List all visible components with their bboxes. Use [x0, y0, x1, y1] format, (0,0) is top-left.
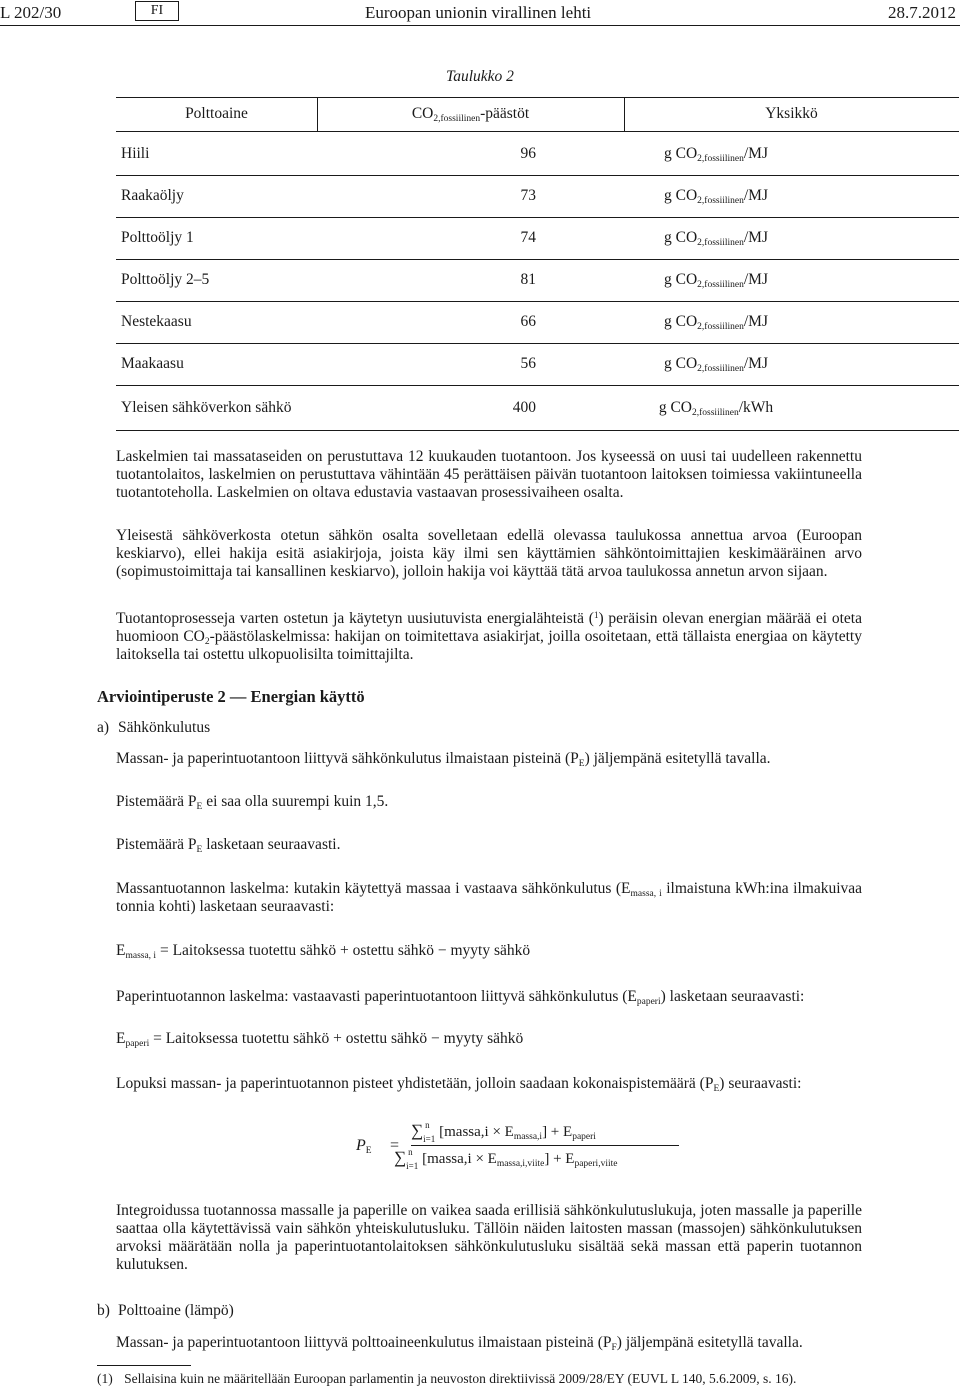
fuel-name: Polttoöljy 2–5	[121, 271, 210, 288]
emission-value: 73	[520, 187, 536, 204]
equation-massa: $E_{massa, i}$ = Laitoksessa tuotettu sähkö + ostettu sähkö − myyty sähkö	[116, 942, 531, 961]
fraction-bar	[411, 1145, 679, 1146]
footnote-rule	[97, 1365, 191, 1366]
table-header-rule	[116, 131, 959, 132]
table-row	[116, 301, 959, 341]
footnote-text: Sellaisina kuin ne määritellään Euroopan parlamentin ja neuvoston direktiivissä 2009/28/EY (EUVL L 140, 5.6.2009, s. 16).	[124, 1371, 797, 1386]
fuel-name: Raakaöljy	[121, 187, 184, 204]
paragraph: Pistemäärä $P_E$ ei saa olla suurempi kuin 1,5.	[116, 793, 389, 812]
paragraph: Massantuotannon laskelma: kutakin käytettyä massaa i vastaava sähkönkulutus ($E_{massa, i}$ ilmaistuna kWh:ina ilmakuivaa tonnia kohti) lasketaan seuraavasti:	[116, 880, 863, 915]
language-code-box: FI	[135, 1, 179, 21]
formula-denominator: ∑ n i=1 [massa,i × $E_{massa,i,viite}] + E_{paperi,viite}$	[394, 1147, 618, 1171]
emission-value: 66	[520, 313, 536, 330]
paragraph: Tuotantoprosesseja varten ostetun ja käytetyn uusiutuvista energialähteistä ($^1$) peräisin olevan energian määrää ei oteta huomioon $CO_2$-päästölaskelmissa: hakijan on toimitettava asiakirjat, joilla osoitetaan, että tällaista energiaa on käytetty laitoksella tai ostettu ulkopuolisilta toimittajilta.	[116, 610, 862, 663]
emission-unit: g $CO_{2,fossiilinen}/MJ$	[663, 229, 768, 248]
table-row	[116, 343, 959, 383]
fuel-name: Maakaasu	[121, 355, 184, 372]
emission-value: 56	[520, 355, 536, 372]
footnote-marker: (1)	[97, 1371, 113, 1386]
item-label-a: a)	[97, 719, 110, 736]
table-bottom-rule	[116, 430, 959, 431]
table-row	[116, 133, 959, 173]
paragraph: Lopuksi massan- ja paperintuotannon pisteet yhdistetään, jolloin saadaan kokonaispistemäärä $(P_E)$ seuraavasti:	[116, 1075, 802, 1094]
formula-lhs: $P_E$	[356, 1137, 372, 1156]
formula-equals: =	[390, 1137, 400, 1154]
footnote-ref[interactable]: 1	[593, 610, 599, 620]
fuel-name: Polttoöljy 1	[121, 229, 194, 246]
paragraph: Integroidussa tuotannossa massalle ja paperille on vaikea saada erillisiä sähkönkulutuslukuja, joten massalle ja paperille saattaa olla käytettävissä vain sähkön yhteiskulutusluku. Tällöin näiden laitosten massan (massojen) sähkönkulutuksen arvoksi määrätään nolla ja paperintuotantolaitoksen sähkönkulutusluku sisältää sekä massan että paperin tuotannon kulutuksen.	[116, 1202, 862, 1273]
publication-date: 28.7.2012	[888, 3, 956, 22]
paragraph: Paperintuotannon laskelma: vastaavasti paperintuotantoon liittyvä sähkönkulutus $(E_{paperi})$ lasketaan seuraavasti:	[116, 988, 805, 1007]
emission-unit: g $CO_{2,fossiilinen}$/kWh	[658, 399, 774, 418]
fuel-name: Yleisen sähköverkon sähkö	[121, 399, 292, 416]
paragraph: Laskelmien tai massataseiden on perustuttava 12 kuukauden tuotantoon. Jos kyseessä on uusi tai uudelleen rakennettu tuotantolaitos, laskelmien on perustuttava vähintään 45 perättäisen päivän tuotantoon laitoksen toimiessa vakiintuneella tuotantoteholla. Laskelmien on oltava edustavia vastaavan prosessivaiheen osalta.	[116, 448, 862, 501]
emission-table	[116, 97, 959, 431]
section-heading: Arviointiperuste 2 — Energian käyttö	[97, 687, 365, 706]
total-score-formula	[356, 1120, 686, 1180]
emission-unit: g $CO_{2,fossiilinen}/MJ$	[663, 145, 768, 164]
footnote	[97, 1370, 796, 1388]
emission-value: 81	[520, 271, 536, 288]
emission-value: 74	[520, 229, 536, 246]
header-emissions: $CO_{2,fossiilinen}$-päästöt	[411, 105, 530, 124]
header-fuel: Polttoaine	[185, 105, 248, 122]
paragraph: Pistemäärä $P_E$ lasketaan seuraavasti.	[116, 836, 341, 855]
fuel-name: Nestekaasu	[121, 313, 192, 330]
item-label-b: b)	[97, 1302, 110, 1319]
emission-unit: g $CO_{2,fossiilinen}/MJ$	[663, 271, 768, 290]
table-caption: Taulukko 2	[446, 68, 514, 85]
header-rule	[0, 25, 960, 26]
formula-numerator: ∑ n i=1 [massa,i × $E_{massa,i}] + E_{paperi}$	[411, 1120, 596, 1144]
emission-value: 96	[520, 145, 536, 162]
emission-value: 400	[512, 399, 536, 416]
paragraph: Massan- ja paperintuotantoon liittyvä sähkönkulutus ilmaistaan pisteinä $(P_E)$ jäljempänä esitetyllä tavalla.	[116, 750, 771, 769]
fuel-name: Hiili	[121, 145, 150, 162]
paragraph: Massan- ja paperintuotantoon liittyvä polttoaineenkulutus ilmaistaan pisteinä $(P_F)$ jäljempänä esitetyllä tavalla.	[116, 1334, 803, 1353]
item-title-b: Polttoaine (lämpö)	[118, 1302, 234, 1319]
emission-unit: g $CO_{2,fossiilinen}/MJ$	[663, 355, 768, 374]
table-row	[116, 387, 959, 427]
table-top-rule	[116, 97, 959, 98]
table-row	[116, 175, 959, 215]
equation-paperi: $E_{paperi}$ = Laitoksessa tuotettu sähkö + ostettu sähkö − myyty sähkö	[116, 1030, 524, 1049]
table-row	[116, 259, 959, 299]
emission-unit: g $CO_{2,fossiilinen}/MJ$	[663, 187, 768, 206]
page-reference: L 202/30	[0, 3, 62, 22]
emission-unit: g $CO_{2,fossiilinen}/MJ$	[663, 313, 768, 332]
table-row	[116, 217, 959, 257]
paragraph: Yleisestä sähköverkosta otetun sähkön osalta sovelletaan edellä olevassa taulukossa annettua arvoa (Euroopan keskiarvo), ellei hakija esitä asiakirjoja, joista käy ilmi sen käyttämien sähköntoimittajien keskimääräinen arvo (sopimustoimittaja tai kansallinen keskiarvo), jolloin hakija voi käyttää tätä arvoa taulukossa annetun arvon sijaan.	[116, 527, 862, 580]
item-title-a: Sähkönkulutus	[118, 719, 211, 736]
journal-title: Euroopan unionin virallinen lehti	[365, 3, 592, 22]
header-unit: Yksikkö	[765, 105, 818, 122]
row-rule	[116, 385, 959, 386]
